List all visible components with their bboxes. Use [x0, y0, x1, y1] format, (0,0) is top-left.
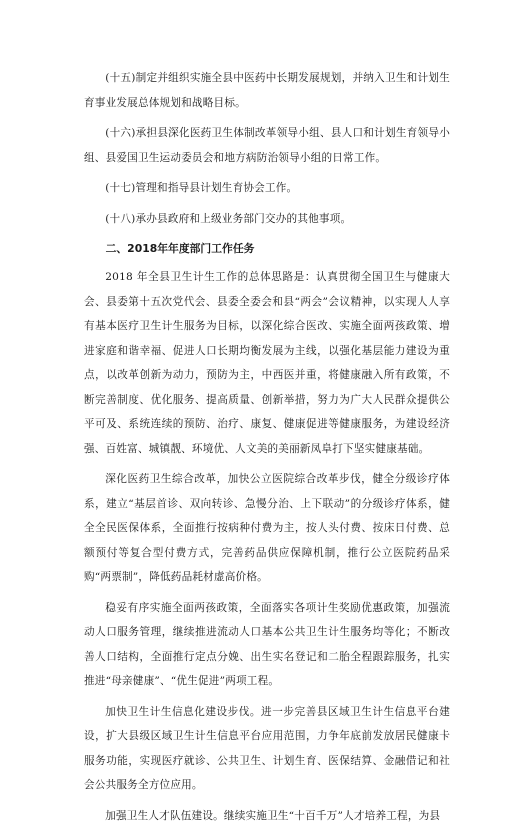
paragraph-overall-approach: 2018 年全县卫生计生工作的总体思路是：认真贯彻全国卫生与健康大会、县委第十五次党代会、县委全委会和县“两会”会议精神，以实现人人享有基本医疗卫生计生服务为目标，以深化综合医改、实施全面两孩政策、增进家庭和谐幸福、促进人口长期均衡发展为主线，以强化基层能力建设为重点，以改革创新为动力，预防为主，中西医并重，将健康融入所有政策，不断完善制度、优化服务、提高质量、创新举措，努力为广大人民群众提供公平可及、系统连续的预防、治疗、康复、健康促进等健康服务，为建设经济强、百姓富、城镇靓、环境优、人文美的美丽新凤阜打下坚实健康基础。 — [84, 271, 450, 455]
paragraph-informatization: 加快卫生计生信息化建设步伐。进一步完善县区域卫生计生信息平台建设，扩大县级区域卫生计生信息平台应用范围，力争年底前发放居民健康卡服务功能，实现医疗就诊、公共卫生、计划生育、医保结算、金融借记和社会公共服务全方位应用。 — [84, 705, 450, 791]
paragraph-medical-reform: 深化医药卫生综合改革，加快公立医院综合改革步伐，健全分级诊疗体系，建立“基层首诊、双向转诊、急慢分治、上下联动”的分级诊疗体系，健全全民医保体系，全面推行按病种付费为主，按人头付费、按床日付费、总额预付等复合型付费方式，完善药品供应保障机制，推行公立医院药品采购“两票制”，降低药品耗材虚高价格。 — [84, 473, 450, 583]
document-body — [84, 66, 450, 834]
duty-item-18: (十八)承办县政府和上级业务部门交办的其他事项。 — [105, 212, 352, 225]
section-heading: 二、2018年年度部门工作任务 — [105, 242, 255, 255]
duty-item-15: (十五)制定并组织实施全县中医药中长期发展规划，并纳入卫生和计划生育事业发展总体规划和战略目标。 — [84, 72, 450, 109]
paragraph-talent-building: 加强卫生人才队伍建设。继续实施卫生“十百千万”人才培养工程，为县 — [105, 809, 441, 822]
duty-item-16: (十六)承担县深化医药卫生体制改革领导小组、县人口和计划生育领导小组、县爱国卫生运动委员会和地方病防治领导小组的日常工作。 — [84, 127, 450, 164]
duty-item-17: (十七)管理和指导县计划生育协会工作。 — [105, 182, 298, 194]
paragraph-two-child-policy: 稳妥有序实施全面两孩政策，全面落实各项计生奖励优惠政策，加强流动人口服务管理，继续推进流动人口基本公共卫生计生服务均等化；不断改善人口结构，全面推行定点分娩、出生实名登记和二胎全程跟踪服务，扎实推进“母亲健康”、“优生促进”两项工程。 — [84, 601, 450, 687]
